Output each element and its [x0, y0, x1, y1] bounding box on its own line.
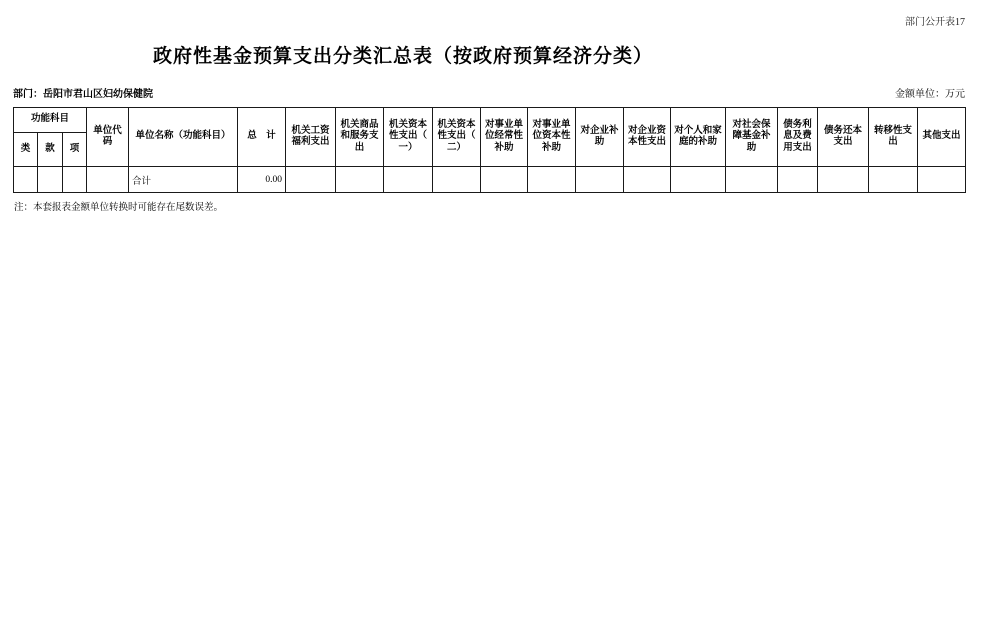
cell-org-capital-1	[384, 167, 433, 193]
col-header-unit-code: 单位代码	[87, 108, 129, 167]
cell-category	[14, 167, 38, 193]
cell-institution-recurrent-subsidy	[481, 167, 528, 193]
col-header-category: 类	[14, 133, 38, 167]
cell-enterprise-subsidy	[576, 167, 624, 193]
cell-enterprise-capital	[624, 167, 671, 193]
table-row-total	[14, 167, 966, 193]
cell-org-capital-2	[433, 167, 481, 193]
meta-row	[13, 85, 965, 100]
footnote: 注：本套报表金额单位转换时可能存在尾数误差。	[14, 203, 224, 213]
cell-total: 0.00	[238, 167, 286, 193]
col-header-functional-subject: 功能科目	[14, 108, 87, 133]
col-header-org-goods-services: 机关商品和服务支出	[336, 108, 384, 167]
col-header-enterprise-subsidy: 对企业补助	[576, 108, 624, 167]
cell-debt-principal	[818, 167, 869, 193]
cell-institution-capital-subsidy	[528, 167, 576, 193]
cell-other-expenditure	[918, 167, 966, 193]
col-header-org-capital-2: 机关资本性支出（二）	[433, 108, 481, 167]
col-header-item: 项	[63, 133, 87, 167]
department-label: 部门：岳阳市君山区妇幼保健院	[13, 89, 153, 100]
amount-unit-label: 金额单位：万元	[895, 89, 965, 100]
cell-item	[63, 167, 87, 193]
col-header-org-capital-1: 机关资本性支出（一）	[384, 108, 433, 167]
cell-org-goods-services	[336, 167, 384, 193]
cell-social-security-fund-subsidy	[726, 167, 778, 193]
budget-summary-table	[13, 107, 966, 193]
col-header-debt-interest-fees: 债务利息及费用支出	[778, 108, 818, 167]
cell-org-wage-welfare	[286, 167, 336, 193]
col-header-other-expenditure: 其他支出	[918, 108, 966, 167]
cell-debt-interest-fees	[778, 167, 818, 193]
col-header-institution-recurrent-subsidy: 对事业单位经常性补助	[481, 108, 528, 167]
cell-unit-code	[87, 167, 129, 193]
col-header-transfer-expenditure: 转移性支出	[869, 108, 918, 167]
col-header-org-wage-welfare: 机关工资福利支出	[286, 108, 336, 167]
col-header-total: 总 计	[238, 108, 286, 167]
cell-section	[38, 167, 63, 193]
col-header-enterprise-capital: 对企业资本性支出	[624, 108, 671, 167]
col-header-debt-principal: 债务还本支出	[818, 108, 869, 167]
col-header-individual-family-subsidy: 对个人和家庭的补助	[671, 108, 726, 167]
col-header-section: 款	[38, 133, 63, 167]
col-header-social-security-fund-subsidy: 对社会保障基金补助	[726, 108, 778, 167]
col-header-institution-capital-subsidy: 对事业单位资本性补助	[528, 108, 576, 167]
cell-transfer-expenditure	[869, 167, 918, 193]
cell-unit-name: 合计	[129, 167, 238, 193]
col-header-unit-name: 单位名称（功能科目）	[129, 108, 238, 167]
cell-individual-family-subsidy	[671, 167, 726, 193]
page-title: 政府性基金预算支出分类汇总表（按政府预算经济分类）	[153, 46, 654, 67]
doc-number-label: 部门公开表17	[905, 17, 965, 28]
